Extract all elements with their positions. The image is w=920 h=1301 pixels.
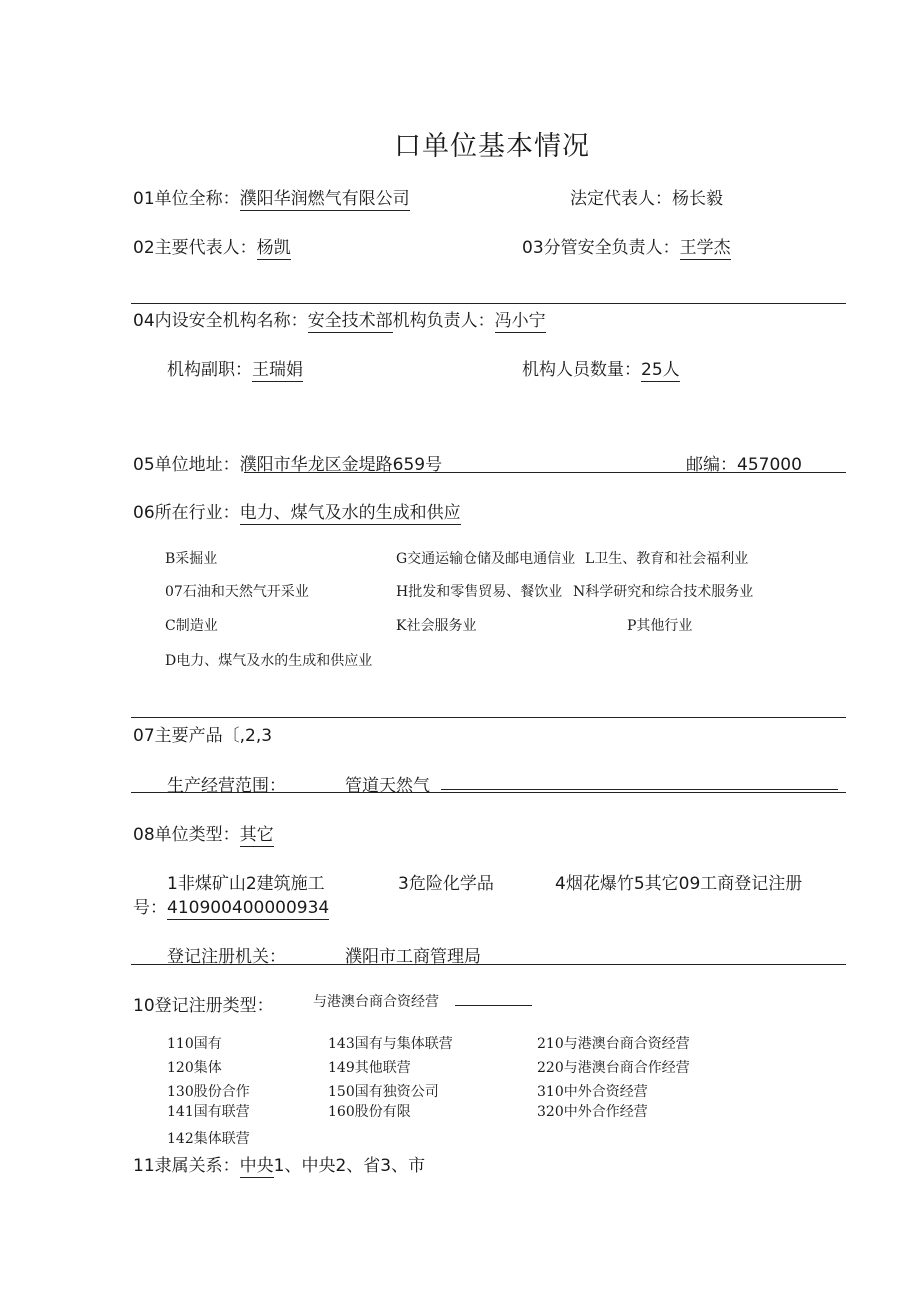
reg-type-210: 210与港澳台商合资经营 <box>537 1036 690 1052</box>
divider <box>131 792 846 793</box>
divider <box>244 472 846 473</box>
legal-row <box>570 184 723 209</box>
s02-value: 杨凯 <box>256 238 291 258</box>
s02-row <box>133 233 291 258</box>
s10-underline <box>455 1005 532 1006</box>
reg-type-110: 110国有 <box>167 1036 222 1052</box>
reg-type-142: 142集体联营 <box>167 1131 250 1147</box>
reg-type-310: 310中外合资经营 <box>537 1084 648 1100</box>
s11-rest: 1、中央2、省3、市 <box>273 1156 426 1176</box>
s04-head-value: 冯小宁 <box>494 311 546 331</box>
reg-type-143: 143国有与集体联营 <box>328 1036 453 1052</box>
reg-type-160: 160股份有限 <box>328 1104 411 1120</box>
s01-row <box>133 184 410 209</box>
reg-type-150: 150国有独资公司 <box>328 1084 439 1100</box>
reg-type-130: 130股份合作 <box>167 1084 250 1100</box>
s08-value: 其它 <box>239 825 274 845</box>
legal-label: 法定代表人： <box>570 189 672 209</box>
s09-value: 410900400000934 <box>167 898 330 918</box>
page-title: 口单位基本情况 <box>394 131 590 162</box>
reg-type-220: 220与港澳台商合作经营 <box>537 1060 690 1076</box>
s03-row <box>522 233 731 258</box>
divider <box>131 964 846 965</box>
s06-label: 06所在行业： <box>133 503 240 523</box>
s04-value: 安全技术部 <box>307 311 393 331</box>
reg-type-149: 149其他联营 <box>328 1060 411 1076</box>
reg-type-320: 320中外合作经营 <box>537 1104 648 1120</box>
scope-underline <box>441 789 838 790</box>
deputy-row <box>167 355 303 380</box>
unit-type-4-5-text: 4烟花爆竹5其它 <box>555 874 679 894</box>
scope-value: 管道天然气 <box>345 776 430 796</box>
staff-value: 25人 <box>641 360 680 380</box>
s02-label: 02主要代表人： <box>133 238 257 258</box>
s09-row <box>133 893 329 918</box>
s05-value: 濮阳市华龙区金堤路659号 <box>239 455 443 475</box>
s03-label: 03分管安全负责人： <box>522 238 680 258</box>
s07-label: 07主要产品〔,2,3 <box>133 726 273 746</box>
industry-n: N科学研究和综合技术服务业 <box>573 584 754 600</box>
reg-type-120: 120集体 <box>167 1060 222 1076</box>
industry-c: C制造业 <box>165 618 218 634</box>
staff-label: 机构人员数量： <box>522 360 641 380</box>
s01-value: 濮阳华润燃气有限公司 <box>239 189 410 209</box>
s06-value: 电力、煤气及水的生成和供应 <box>239 503 461 523</box>
divider <box>131 717 846 718</box>
s08-row <box>133 820 274 845</box>
s04-row <box>133 306 546 331</box>
divider <box>131 303 846 304</box>
industry-h: H批发和零售贸易、餐饮业 <box>396 584 563 600</box>
reg-authority-value: 濮阳市工商管理局 <box>345 947 481 967</box>
s09-label-2: 号： <box>133 898 167 918</box>
s09-label: 09工商登记注册 <box>678 874 803 894</box>
s08-label: 08单位类型： <box>133 825 240 845</box>
industry-k: K社会服务业 <box>396 618 477 634</box>
s04-head-label: 机构负责人： <box>392 311 495 331</box>
unit-type-4-5 <box>555 869 802 894</box>
s04-label: 04内设安全机构名称： <box>133 311 308 331</box>
s05-label: 05单位地址： <box>133 455 240 475</box>
postcode-label: 邮编： <box>686 455 737 475</box>
scope-label: 生产经营范围： <box>167 776 286 796</box>
s11-row <box>133 1151 425 1176</box>
industry-d: D电力、煤气及水的生成和供应业 <box>165 653 373 669</box>
postcode-value: 457000 <box>737 455 802 475</box>
industry-g: G交通运输仓储及邮电通信业 <box>396 551 576 567</box>
s11-value: 中央 <box>239 1156 274 1176</box>
s11-label: 11隶属关系： <box>133 1156 240 1176</box>
unit-type-1-2: 1非煤矿山2建筑施工 <box>167 874 325 894</box>
s01-label: 01单位全称： <box>133 189 240 209</box>
reg-type-141: 141国有联营 <box>167 1104 250 1120</box>
deputy-label: 机构副职： <box>167 360 252 380</box>
legal-value: 杨长毅 <box>672 189 723 209</box>
s10-value: 与港澳台商合资经营 <box>313 994 439 1010</box>
staff-row <box>522 355 680 380</box>
industry-p: P其他行业 <box>627 618 693 634</box>
reg-authority-label: 登记注册机关： <box>167 947 286 967</box>
s03-value: 王学杰 <box>679 238 731 258</box>
deputy-value: 王瑞娟 <box>252 360 303 380</box>
industry-b: B采掘业 <box>165 551 218 567</box>
unit-type-3: 3危险化学品 <box>398 874 494 894</box>
industry-07: 07石油和天然气开采业 <box>165 584 309 600</box>
industry-l: L卫生、教育和社会福利业 <box>585 551 749 567</box>
s10-label: 10登记注册类型： <box>133 996 274 1016</box>
s06-row <box>133 498 461 523</box>
